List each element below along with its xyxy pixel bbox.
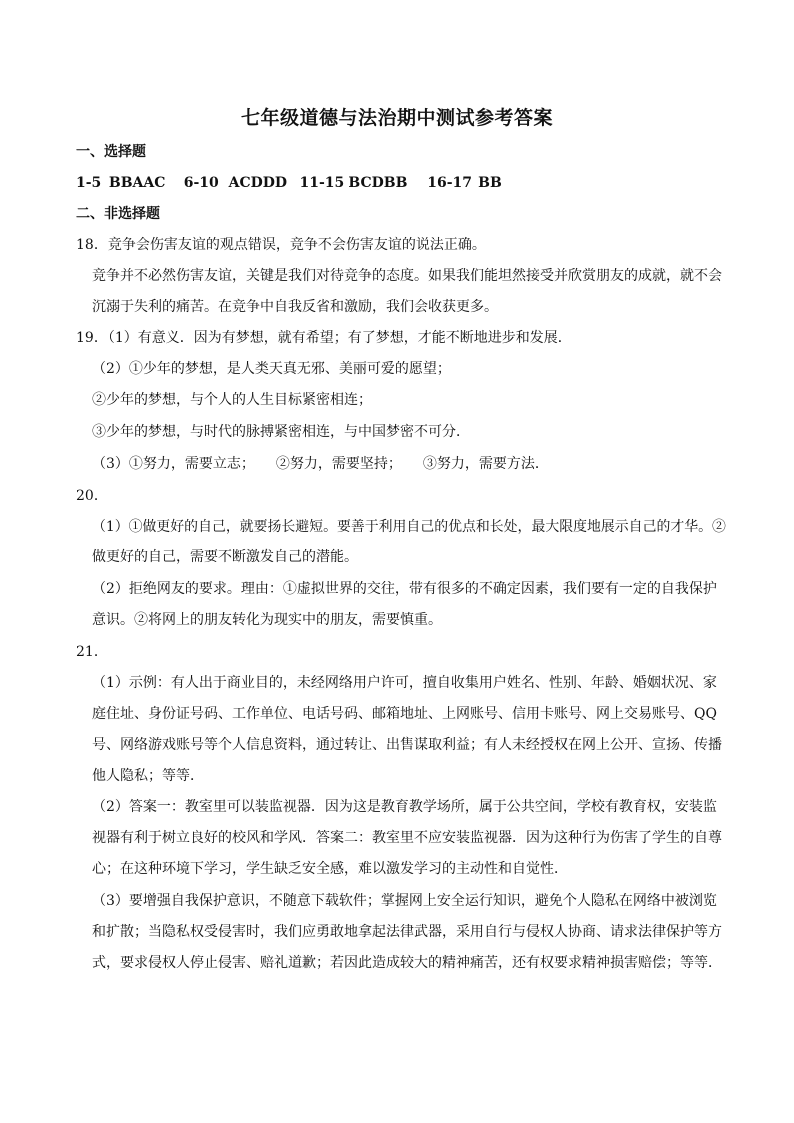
q19-line: ③少年的梦想，与时代的脉搏紧密相连，与中国梦密不可分．: [92, 424, 470, 440]
q19-line: （2）①少年的梦想，是人类天真无邪、美丽可爱的愿望；: [92, 361, 451, 377]
answer-range: 1-5: [76, 175, 102, 191]
q20-line: 做更好的自己，需要不断激发自己的潜能。: [92, 549, 358, 565]
q21-number: 21．: [76, 644, 108, 660]
q18-line: 沉溺于失利的痛苦。在竞争中自我反省和激励，我们会收获更多。: [92, 299, 498, 315]
answer-letters: BB: [478, 175, 502, 191]
section-heading-non-choice: 二、非选择题: [76, 206, 160, 222]
q21-line: 庭住址、身份证号码、工作单位、电话号码、邮箱地址、上网账号、信用卡账号、网上交易账号、QQ: [92, 706, 717, 722]
q19-line: （3）①努力，需要立志； ②努力，需要坚持； ③努力，需要方法．: [92, 456, 549, 472]
q21-line: 和扩散；当隐私权受侵害时，我们应勇敢地拿起法律武器，采用自行与侵权人协商、请求法律保护等方: [92, 924, 722, 940]
q21-line: 式，要求侵权人停止侵害、赔礼道歉；若因此造成较大的精神痛苦，还有权要求精神损害赔偿；等等．: [92, 955, 722, 971]
q20-line: （2）拒绝网友的要求。理由：①虚拟世界的交往，带有很多的不确定因素，我们要有一定的自我保护: [92, 581, 717, 597]
q21-line: （1）示例：有人出于商业目的，未经网络用户许可，擅自收集用户姓名、性别、年龄、婚姻状况、家: [92, 675, 717, 691]
q18-line: 18．竞争会伤害友谊的观点错误，竞争不会伤害友谊的说法正确。: [76, 237, 486, 253]
q19-line: ②少年的梦想，与个人的人生目标紧密相连；: [92, 392, 372, 408]
answer-letters: ACDDD: [228, 175, 288, 191]
answer-range: 6-10: [183, 175, 219, 191]
answer-letters: BBAAC: [108, 175, 166, 191]
q19-line: 19．（1）有意义．因为有梦想，就有希望；有了梦想，才能不断地进步和发展．: [76, 330, 572, 346]
section-heading-multiple-choice: 一、选择题: [76, 144, 146, 160]
multiple-choice-answers: [76, 173, 502, 193]
q21-line: （3）要增强自我保护意识，不随意下载软件；掌握网上安全运行知识，避免个人隐私在网络中被浏览: [92, 893, 717, 909]
q21-line: 他人隐私；等等．: [92, 768, 204, 784]
document-title: 七年级道德与法治期中测试参考答案: [240, 107, 553, 129]
q21-line: 视器有利于树立良好的校风和学风．答案二：教室里不应安装监视器．因为这种行为伤害了学生的自尊: [92, 830, 722, 846]
q20-line: 意识。②将网上的朋友转化为现实中的朋友，需要慎重。: [92, 612, 442, 628]
answer-range: 11-15: [299, 175, 345, 191]
answer-letters: BCDBB: [348, 175, 408, 191]
q20-line: （1）①做更好的自己，就要扬长避短。要善于利用自己的优点和长处，最大限度地展示自己的才华。②: [92, 519, 726, 535]
answer-range: 16-17: [427, 175, 473, 191]
q21-line: （2）答案一：教室里可以装监视器．因为这是教育教学场所，属于公共空间，学校有教育权，安装监: [92, 799, 717, 815]
q20-number: 20．: [76, 488, 108, 504]
q21-line: 心；在这种环境下学习，学生缺乏安全感，难以激发学习的主动性和自觉性．: [92, 861, 568, 877]
q18-line: 竞争并不必然伤害友谊，关键是我们对待竞争的态度。如果我们能坦然接受并欣赏朋友的成就，就不会: [92, 268, 722, 284]
q21-line: 号、网络游戏账号等个人信息资料，通过转让、出售谋取利益；有人未经授权在网上公开、宣扬、传播: [92, 737, 722, 753]
